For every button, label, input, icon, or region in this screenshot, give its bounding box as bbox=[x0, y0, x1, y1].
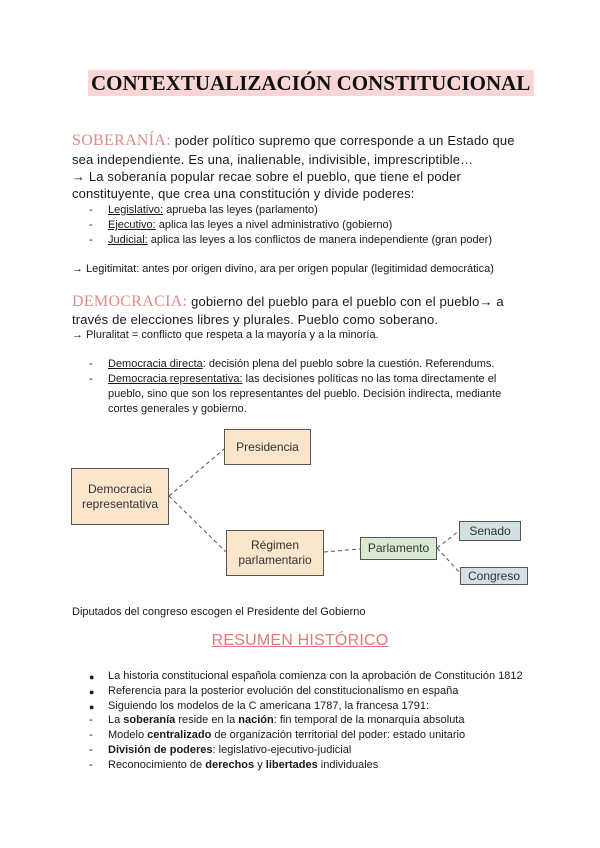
resumen-heading-text: RESUMEN HISTÓRICO bbox=[211, 632, 389, 649]
resumen-heading bbox=[0, 632, 600, 650]
power-item-judicial: - Judicial: aplica las leyes a los conflictos de manera independiente (gran poder) bbox=[89, 234, 493, 246]
diagram-node-presidencia: Presidencia bbox=[224, 429, 311, 465]
resumen-dash-1: - La soberanía reside en la nación: fin temporal de la monarquía absoluta bbox=[89, 714, 465, 726]
soberania-text-1: poder político supremo que corresponde a un Estado que bbox=[171, 133, 515, 148]
democracy-type-desc: las decisiones políticas no las toma directamente el bbox=[242, 373, 497, 385]
soberania-keyword: SOBERANÍA: bbox=[72, 132, 172, 149]
democracia-keyword: DEMOCRACIA: bbox=[72, 293, 188, 310]
democracia-text-1: gobierno del pueblo para el pueblo con el pueblo→ a bbox=[187, 294, 504, 309]
resumen-dash-2: - Modelo centralizado de organización territorial del poder: estado unitario bbox=[89, 729, 466, 741]
resumen-bullet-text: Referencia para la posterior evolución del constitucionalismo en españa bbox=[108, 685, 459, 697]
connector-regimen-parlamento bbox=[324, 549, 360, 552]
legitimitat-note: → Legitimitat: antes por origen divino, ara per origen popular (legitimidad democrática) bbox=[72, 263, 494, 275]
diagram-node-senado: Senado bbox=[459, 521, 521, 541]
power-item-ejecutivo: - Ejecutivo: aplica las leyes a nivel administrativo (gobierno) bbox=[89, 219, 393, 231]
page-title: CONTEXTUALIZACIÓN CONSTITUCIONAL bbox=[88, 70, 534, 96]
power-desc: aplica las leyes a los conflictos de manera independiente (gran poder) bbox=[147, 234, 493, 246]
democracy-type-desc: : decisión plena del pueblo sobre la cuestión. Referendums. bbox=[202, 358, 495, 370]
power-desc: aprueba las leyes (parlamento) bbox=[163, 204, 318, 216]
soberania-line-3: → La soberanía popular recae sobre el pueblo, que tiene el poder bbox=[72, 169, 462, 184]
democracy-type-cont-1: pueblo, sino que son los representantes del pueblo. Decisión indirecta, mediante bbox=[108, 388, 502, 400]
power-item-legislativo: - Legislativo: aprueba las leyes (parlamento) bbox=[89, 204, 318, 216]
power-term: Judicial: bbox=[108, 234, 148, 246]
diagram-node-regimen-parlamentario: Régimen parlamentario bbox=[226, 530, 324, 576]
pluralitat-note: → Pluralitat = conflicto que respeta a la mayoría y a la minoría. bbox=[72, 329, 379, 341]
democracy-type-representativa: - Democracia representativa: las decisiones políticas no las toma directamente el bbox=[89, 373, 497, 385]
connector-root-regimen bbox=[169, 496, 226, 552]
power-term: Ejecutivo: bbox=[108, 219, 156, 231]
resumen-dash-3: - División de poderes: legislativo-ejecutivo-judicial bbox=[89, 744, 352, 756]
democracy-type-directa: - Democracia directa: decisión plena del pueblo sobre la cuestión. Referendums. bbox=[89, 358, 495, 370]
resumen-bullet-text: La historia constitucional española comienza con la aprobación de Constitución 1812 bbox=[108, 670, 523, 682]
diagram-node-congreso: Congreso bbox=[460, 567, 528, 585]
diagram-node-democracia-representativa: Democracia representativa bbox=[71, 468, 169, 525]
resumen-bullet-text: Siguiendo los modelos de la C americana 1787, la francesa 1791: bbox=[108, 700, 430, 712]
democracy-type-term: Democracia representativa: bbox=[108, 373, 243, 385]
democracia-line-2: través de elecciones libres y plurales. Pueblo como soberano. bbox=[72, 312, 439, 327]
resumen-dash-4: - Reconocimiento de derechos y libertades individuales bbox=[89, 759, 379, 771]
diagram-node-parlamento: Parlamento bbox=[360, 537, 437, 560]
connector-parlamento-congreso bbox=[437, 548, 462, 575]
soberania-line-2: sea independiente. Es una, inalienable, indivisible, imprescriptible… bbox=[72, 152, 474, 167]
resumen-bullet-1: ● La historia constitucional española comienza con la aprobación de Constitución 1812 bbox=[89, 670, 523, 682]
power-desc: aplica las leyes a nivel administrativo (gobierno) bbox=[155, 219, 393, 231]
soberania-line-4: constituyente, que crea una constitución y divide poderes: bbox=[72, 186, 415, 201]
connector-parlamento-senado bbox=[437, 531, 459, 548]
resumen-bullet-2: ● Referencia para la posterior evolución del constitucionalismo en españa bbox=[89, 685, 459, 697]
democracy-type-cont-2: cortes generales y gobierno. bbox=[108, 403, 247, 415]
diagram-caption: Diputados del congreso escogen el Presidente del Gobierno bbox=[72, 606, 366, 618]
democracy-type-term: Democracia directa bbox=[108, 358, 203, 370]
power-term: Legislativo: bbox=[108, 204, 164, 216]
connector-root-presidencia bbox=[169, 449, 224, 496]
resumen-bullet-3: ● Siguiendo los modelos de la C americana 1787, la francesa 1791: bbox=[89, 700, 430, 712]
